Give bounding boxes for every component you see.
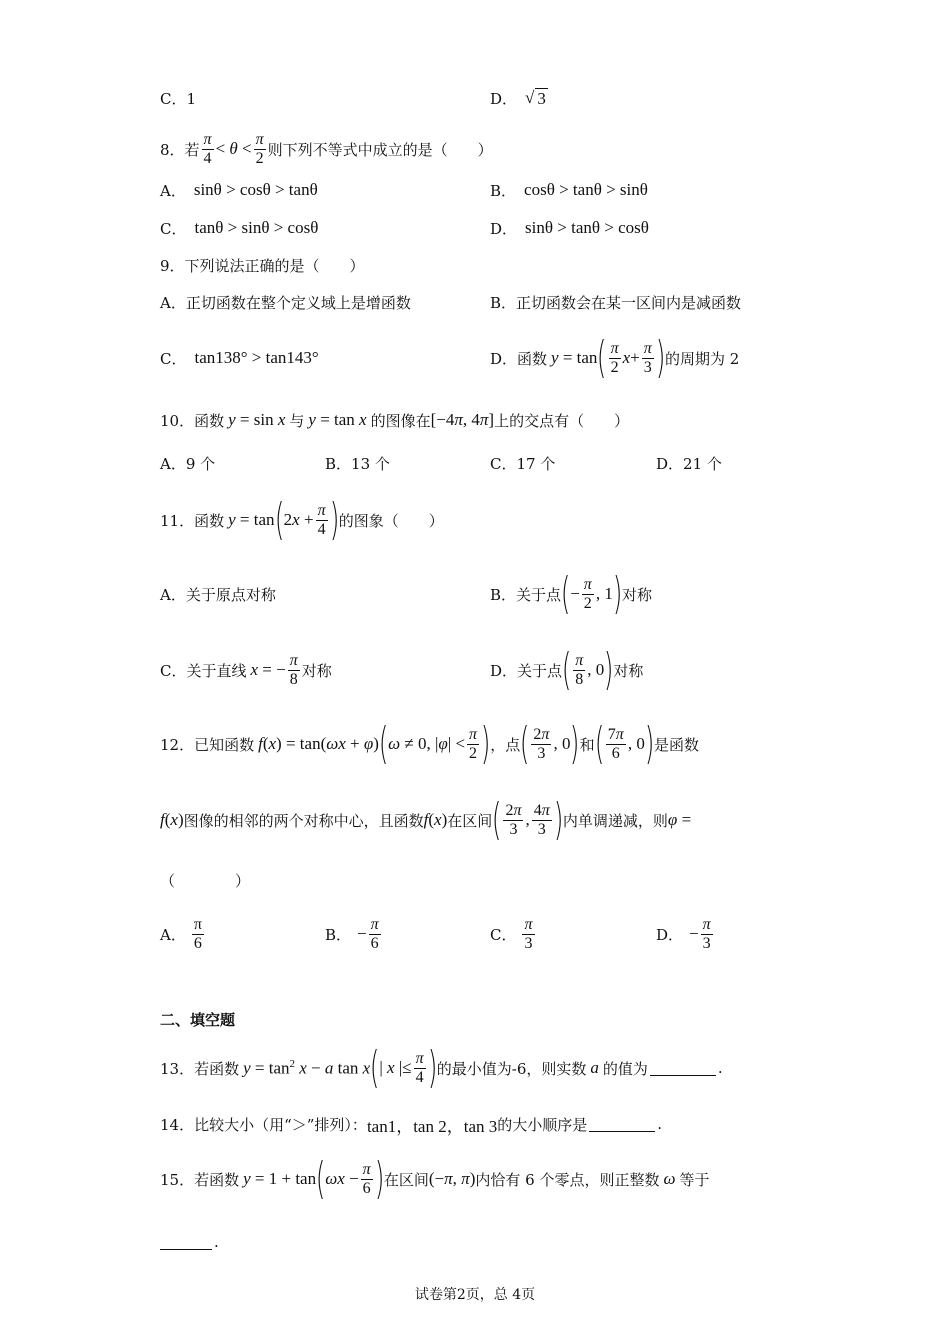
q10-option-d-text: D．21 个 bbox=[656, 454, 722, 473]
q11-option-d-suffix: 对称 bbox=[613, 661, 644, 680]
q8-option-b-math: cosθ > tanθ > sinθ bbox=[524, 180, 648, 199]
q9-option-b[interactable] bbox=[490, 282, 741, 322]
q8-option-b-label: B． bbox=[490, 181, 517, 200]
q13-stem: 13．若函数 $y = \tan^2 x - a$ tan x ( | x |≤ $\frac{\pi}{4}$ ) 的最小值为-6，则实数 a 的值为 . bbox=[160, 1042, 723, 1093]
q8-option-a-math: sinθ > cosθ > tanθ bbox=[193, 180, 318, 199]
fraction-pi-2: $\frac{\pi}{2}$ bbox=[255, 130, 264, 167]
q11-option-c[interactable]: C．关于直线 x = − $\frac{\pi}{8}$ 对称 bbox=[160, 651, 332, 688]
q7-option-d[interactable] bbox=[490, 78, 548, 118]
q14-stem: 14．比较大小（用“＞”排列）： tan1，tan 2，tan 3 的大小顺序是 . bbox=[160, 1115, 663, 1136]
q12-option-b-label: B． bbox=[325, 925, 352, 944]
q12-option-b[interactable]: B． − $\frac{\pi}{6}$ bbox=[325, 915, 379, 952]
q9-option-d[interactable]: D．函数 y = tan ( $\frac{\pi}{2}$ x + $\frac{\pi}{3}$ ) 的周期为 2 bbox=[490, 332, 740, 383]
q14-answer-blank[interactable] bbox=[589, 1117, 655, 1132]
q11-prefix: 11．函数 bbox=[160, 511, 225, 530]
q7-option-d-value: 3 bbox=[537, 88, 546, 108]
q15-end: . bbox=[214, 1233, 219, 1251]
q9-stem bbox=[160, 245, 365, 285]
q12-paren bbox=[160, 860, 250, 900]
q15-answer-blank[interactable] bbox=[160, 1235, 212, 1250]
q13-suffix-a: 的最小值为-6，则实数 bbox=[436, 1059, 587, 1078]
q8-option-c-math: tanθ > sinθ > cosθ bbox=[194, 218, 319, 237]
q12-stem-line2: f(x) 图像的相邻的两个对称中心，且函数 f(x) 在区间 ( $\frac{2\pi}{3}$ , $\frac{4\pi}{3}$ ) 内单调递减，则 φ = bbox=[160, 794, 692, 845]
sqrt-symbol: √ 3 bbox=[525, 88, 546, 108]
q15-prefix: 15．若函数 bbox=[160, 1170, 240, 1189]
q10-stem-c: 的图像在 bbox=[370, 411, 431, 430]
q12-mid2: 和 bbox=[579, 735, 595, 754]
q15-suffix-c: 等于 bbox=[679, 1170, 710, 1189]
q12-option-c-label: C． bbox=[490, 925, 517, 944]
q11-stem: 11．函数 y = tan ( 2x + $\frac{\pi}{4}$ ) 的图象（ ） bbox=[160, 494, 444, 545]
q11-option-a[interactable] bbox=[160, 574, 276, 614]
fraction-pi-4: $\frac{\pi}{4}$ bbox=[203, 130, 212, 167]
q9-option-b-text: B．正切函数会在某一区间内是减函数 bbox=[490, 293, 742, 312]
q10-stem-a: 10．函数 bbox=[160, 411, 225, 430]
q10-option-c-text: C．17 个 bbox=[490, 454, 556, 473]
q12-line2-a: 图像的相邻的两个对称中心，且函数 bbox=[183, 811, 424, 830]
q9-stem-text: 9．下列说法正确的是（ ） bbox=[160, 256, 365, 275]
q12-option-d-label: D． bbox=[656, 925, 684, 944]
q12-option-a[interactable]: A． $\frac{\pi}{6}$ bbox=[160, 915, 202, 952]
q12-prefix: 12．已知函数 bbox=[160, 735, 255, 754]
q10-option-b-text: B．13 个 bbox=[325, 454, 390, 473]
q14-text-b: 的大小顺序是 bbox=[497, 1115, 588, 1134]
q10-stem-d: 上的交点有（ ） bbox=[494, 411, 630, 430]
q12-option-d[interactable]: D． − $\frac{\pi}{3}$ bbox=[656, 915, 711, 952]
q9-option-a-text: A．正切函数在整个定义域上是增函数 bbox=[160, 293, 411, 312]
q10-option-d[interactable] bbox=[656, 443, 722, 483]
q8-option-a[interactable] bbox=[160, 170, 318, 210]
q8-option-c-label: C． bbox=[160, 219, 187, 238]
q9-option-c[interactable] bbox=[160, 338, 319, 378]
q13-suffix-b: 的值为 bbox=[602, 1059, 648, 1078]
q12-stem-line1: 12．已知函数 f(x) = tan(ωx + φ) ( ω ≠ 0, |φ| < $\frac{\pi}{2}$ ) ，点 ( $\frac{2\pi}{3}$ , 0 ) 和 ( $\frac{7\pi}{6}$ , 0 ) 是函数 bbox=[160, 718, 699, 769]
q8-option-d[interactable] bbox=[490, 208, 649, 248]
q11-option-c-suffix: 对称 bbox=[301, 661, 332, 680]
q7-option-c[interactable] bbox=[160, 78, 196, 118]
right-paren: ) bbox=[655, 332, 666, 383]
q15-stem: 15．若函数 y = 1 + tan ( ωx − $\frac{\pi}{6}$ ) 在区间 (−π, π) 内恰有 6 个零点，则正整数 ω 等于 bbox=[160, 1153, 710, 1204]
q12-line2-c: 内单调递减，则 bbox=[562, 811, 668, 830]
q12-mid3: 是函数 bbox=[653, 735, 699, 754]
q15-suffix-b: 内恰有 6 个零点，则正整数 bbox=[475, 1170, 660, 1189]
q12-line2-b: 在区间 bbox=[447, 811, 493, 830]
q8-stem: 8．若 $\frac{\pi}{4}$ < θ < $\frac{\pi}{2}$ 则下列不等式中成立的是（ ） bbox=[160, 130, 493, 167]
left-paren: ( bbox=[597, 332, 607, 383]
q8-suffix: 则下列不等式中成立的是（ ） bbox=[267, 140, 493, 159]
q12-mid1: ，点 bbox=[490, 735, 521, 754]
q11-option-c-prefix: C．关于直线 bbox=[160, 661, 247, 680]
q10-stem: 10．函数 y = sin x 与 y = tan x 的图像在 [−4π, 4π] 上的交点有（ ） bbox=[160, 410, 630, 430]
q10-option-a-text: A．9 个 bbox=[160, 454, 216, 473]
q9-option-c-label: C． bbox=[160, 349, 187, 368]
q8-prefix: 8．若 bbox=[160, 140, 200, 159]
q10-option-b[interactable] bbox=[325, 443, 390, 483]
q12-paren-text: （ ） bbox=[160, 871, 251, 890]
q7-option-d-label: D． bbox=[490, 89, 518, 108]
q11-option-b-prefix: B．关于点 bbox=[490, 585, 562, 604]
q11-option-d-prefix: D．关于点 bbox=[490, 661, 563, 680]
q12-option-a-label: A． bbox=[160, 925, 186, 944]
q9-option-a[interactable] bbox=[160, 282, 411, 322]
q8-option-d-math: sinθ > tanθ > cosθ bbox=[525, 218, 649, 237]
q15-answer-line bbox=[160, 1222, 219, 1262]
q8-option-d-label: D． bbox=[490, 219, 518, 238]
q7-option-c-text: C．1 bbox=[160, 89, 197, 108]
q14-end: . bbox=[657, 1115, 663, 1133]
q11-suffix: 的图象（ ） bbox=[338, 511, 444, 530]
q10-option-a[interactable] bbox=[160, 443, 215, 483]
q12-option-c[interactable]: C． $\frac{\pi}{3}$ bbox=[490, 915, 533, 952]
q9-option-c-math: tan138° > tan143° bbox=[194, 348, 319, 367]
section-heading: 二、填空题 bbox=[160, 1011, 236, 1029]
q13-end: . bbox=[717, 1059, 723, 1077]
q10-option-c[interactable] bbox=[490, 443, 555, 483]
q8-option-b[interactable] bbox=[490, 170, 648, 210]
q14-text-a: 14．比较大小（用“＞”排列）： bbox=[160, 1115, 367, 1134]
page-footer: 试卷第2页，总 4页 bbox=[414, 1287, 536, 1303]
q11-option-d[interactable]: D．关于点 ( $\frac{\pi}{8}$ , 0 ) 对称 bbox=[490, 644, 644, 695]
q10-stem-b: 与 bbox=[289, 411, 305, 430]
q11-option-a-text: A．关于原点对称 bbox=[160, 585, 276, 604]
q11-option-b-suffix: 对称 bbox=[621, 585, 652, 604]
q9-option-d-suffix: 的周期为 2 bbox=[664, 349, 740, 368]
q8-option-c[interactable] bbox=[160, 208, 318, 248]
q13-prefix: 13．若函数 bbox=[160, 1059, 240, 1078]
q15-suffix: 在区间 bbox=[383, 1170, 429, 1189]
q13-answer-blank[interactable] bbox=[650, 1061, 716, 1076]
q8-option-a-label: A． bbox=[160, 181, 186, 200]
q9-option-d-prefix: D．函数 bbox=[490, 349, 548, 368]
q11-option-b[interactable]: B．关于点 ( − $\frac{\pi}{2}$ , 1 ) 对称 bbox=[490, 568, 652, 619]
